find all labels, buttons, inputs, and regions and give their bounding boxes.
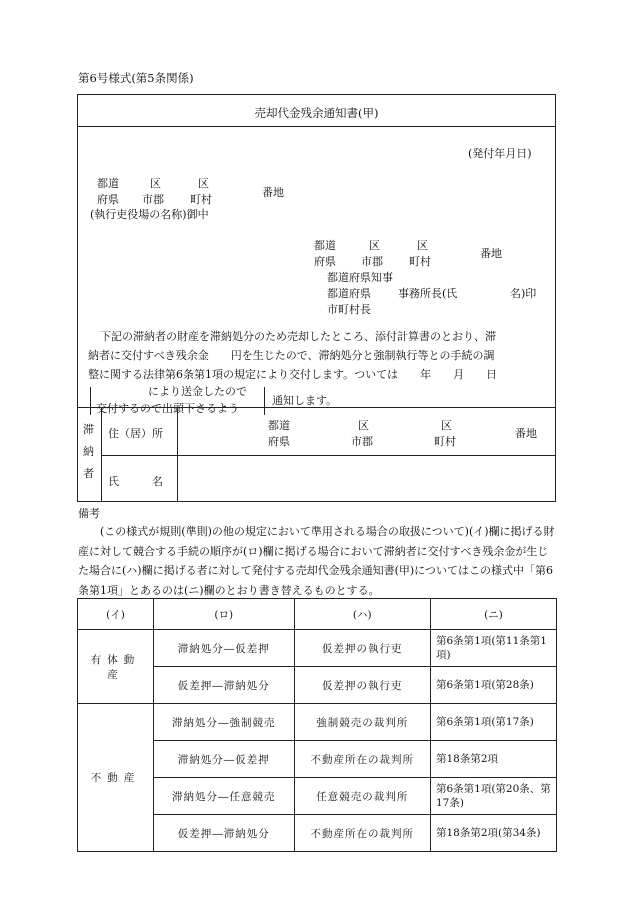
sender-office-head: 事務所長(氏 — [398, 287, 458, 300]
party-cell: 不動産所在の裁判所 — [294, 741, 430, 778]
party-cell: 任意競売の裁判所 — [294, 778, 430, 815]
remarks-text: (この様式が規則(準則)の他の規定において準用される場合の取扱について)(イ)欄に掲げる財産に対して競合する手続の順序が(ロ)欄に掲げる場合において滞納者に交付すべき残余金が生じた場合に(ハ)欄に掲げる者に対して発付する売却代金残余通知書(甲)についてはこの様式中「第6条第1項」とあるのは(ニ)欄のとおり書き替えるものとする。 — [78, 525, 555, 597]
sender-name-seal: 名)印 — [510, 287, 537, 300]
notice-form — [77, 94, 556, 502]
sender-governor: 都道府県知事 — [327, 271, 393, 284]
address-name-divider — [101, 455, 555, 456]
option-remit: により送金したので — [148, 385, 247, 398]
body-line-2: 納者に交付すべき残余金 円を生じたので、滞納処分と強制執行等との手続の調 — [88, 349, 495, 362]
section-divider — [78, 407, 555, 408]
category-tangible: 有体動産 — [78, 630, 154, 704]
option-appear: 交付するので出頭下さるよう — [96, 402, 239, 415]
delinquent-todofuken-1: 都道 — [268, 419, 290, 432]
procedure-cell: 滞納処分―仮差押 — [154, 741, 295, 778]
payment-options — [88, 384, 546, 418]
article-cell: 第6条第1項(第20条、第17条) — [430, 778, 556, 815]
addressee-banchi: 番地 — [262, 186, 284, 199]
delinquent-todofuken-2: 府県 — [268, 435, 290, 448]
delinquent-ku-1: 区 — [358, 419, 369, 432]
procedure-cell: 仮差押―滞納処分 — [154, 815, 295, 852]
header-ro: (ロ) — [154, 599, 295, 630]
addressee-office: (執行吏役場の名称)御中 — [90, 208, 209, 221]
party-cell: 強制競売の裁判所 — [294, 704, 430, 741]
header-ni: (ニ) — [430, 599, 556, 630]
body-line-3: 整に関する法律第6条第1項の規定により交付します。ついては 年 月 日 — [88, 368, 498, 381]
category-real-estate: 不動産 — [78, 704, 154, 852]
party-cell: 仮差押の執行吏 — [294, 630, 430, 667]
form-caption: 第6号様式(第5条関係) — [78, 71, 194, 85]
sender-ku-1: 区 — [369, 239, 380, 252]
close-brace — [264, 387, 265, 415]
article-cell: 第6条第1項(第11条第1項) — [430, 630, 556, 667]
title-divider — [78, 126, 555, 127]
sender-mayor: 市町村長 — [327, 303, 371, 316]
label-col-divider — [101, 407, 102, 501]
substitution-table — [77, 598, 557, 852]
name-label: 氏 名 — [108, 475, 163, 488]
delinquent-label-3: 者 — [83, 467, 94, 480]
party-cell: 不動産所在の裁判所 — [294, 815, 430, 852]
header-i: (イ) — [78, 599, 154, 630]
sender-todofuken-1: 都道 — [314, 239, 336, 252]
procedure-cell: 滞納処分―仮差押 — [154, 630, 295, 667]
delinquent-label-1: 滞 — [83, 423, 94, 436]
sender-todofuken-2: 府県 — [314, 255, 336, 268]
addressee-todofuken-1: 都道 — [97, 177, 119, 190]
addressee-ku-2: 区 — [198, 177, 209, 190]
article-cell: 第6条第1項(第28条) — [430, 667, 556, 704]
sender-prefecture: 都道府県 — [327, 287, 371, 300]
delinquent-shigun: 市郡 — [351, 435, 373, 448]
procedure-cell: 滞納処分―任意競売 — [154, 778, 295, 815]
sender-shigun: 市郡 — [361, 255, 383, 268]
article-cell: 第18条第2項 — [430, 741, 556, 778]
notice-body — [88, 327, 546, 418]
sender-ku-2: 区 — [417, 239, 428, 252]
open-brace — [90, 387, 91, 415]
issue-date: (発付年月日) — [468, 147, 532, 160]
header-ha: (ハ) — [294, 599, 430, 630]
form-title: 売却代金残余通知書(甲) — [254, 106, 379, 120]
remarks-heading: 備考 — [78, 507, 100, 520]
delinquent-label-2: 納 — [83, 445, 94, 458]
article-cell: 第6条第1項(第17条) — [430, 704, 556, 741]
delinquent-ku-2: 区 — [441, 419, 452, 432]
article-cell: 第18条第2項(第34条) — [430, 815, 556, 852]
body-line-1: 下記の滞納者の財産を滞納処分のため売却したところ、添付計算書のとおり、滞 — [100, 330, 496, 343]
table-row — [78, 630, 557, 667]
procedure-cell: 滞納処分―強制競売 — [154, 704, 295, 741]
sender-chouson: 町村 — [409, 255, 431, 268]
notify-text: 通知します。 — [272, 394, 338, 407]
delinquent-banchi: 番地 — [515, 427, 537, 440]
addressee-todofuken-2: 府県 — [97, 193, 119, 206]
addressee-ku-1: 区 — [150, 177, 161, 190]
sender-banchi: 番地 — [480, 247, 502, 260]
party-cell: 仮差押の執行吏 — [294, 667, 430, 704]
table-row — [78, 704, 557, 741]
procedure-cell: 仮差押―滞納処分 — [154, 667, 295, 704]
addressee-chouson: 町村 — [190, 193, 212, 206]
field-col-divider — [177, 407, 178, 501]
table-header-row — [78, 599, 557, 630]
delinquent-chouson: 町村 — [434, 435, 456, 448]
addressee-shigun: 市郡 — [142, 193, 164, 206]
address-label: 住（居）所 — [108, 427, 163, 440]
